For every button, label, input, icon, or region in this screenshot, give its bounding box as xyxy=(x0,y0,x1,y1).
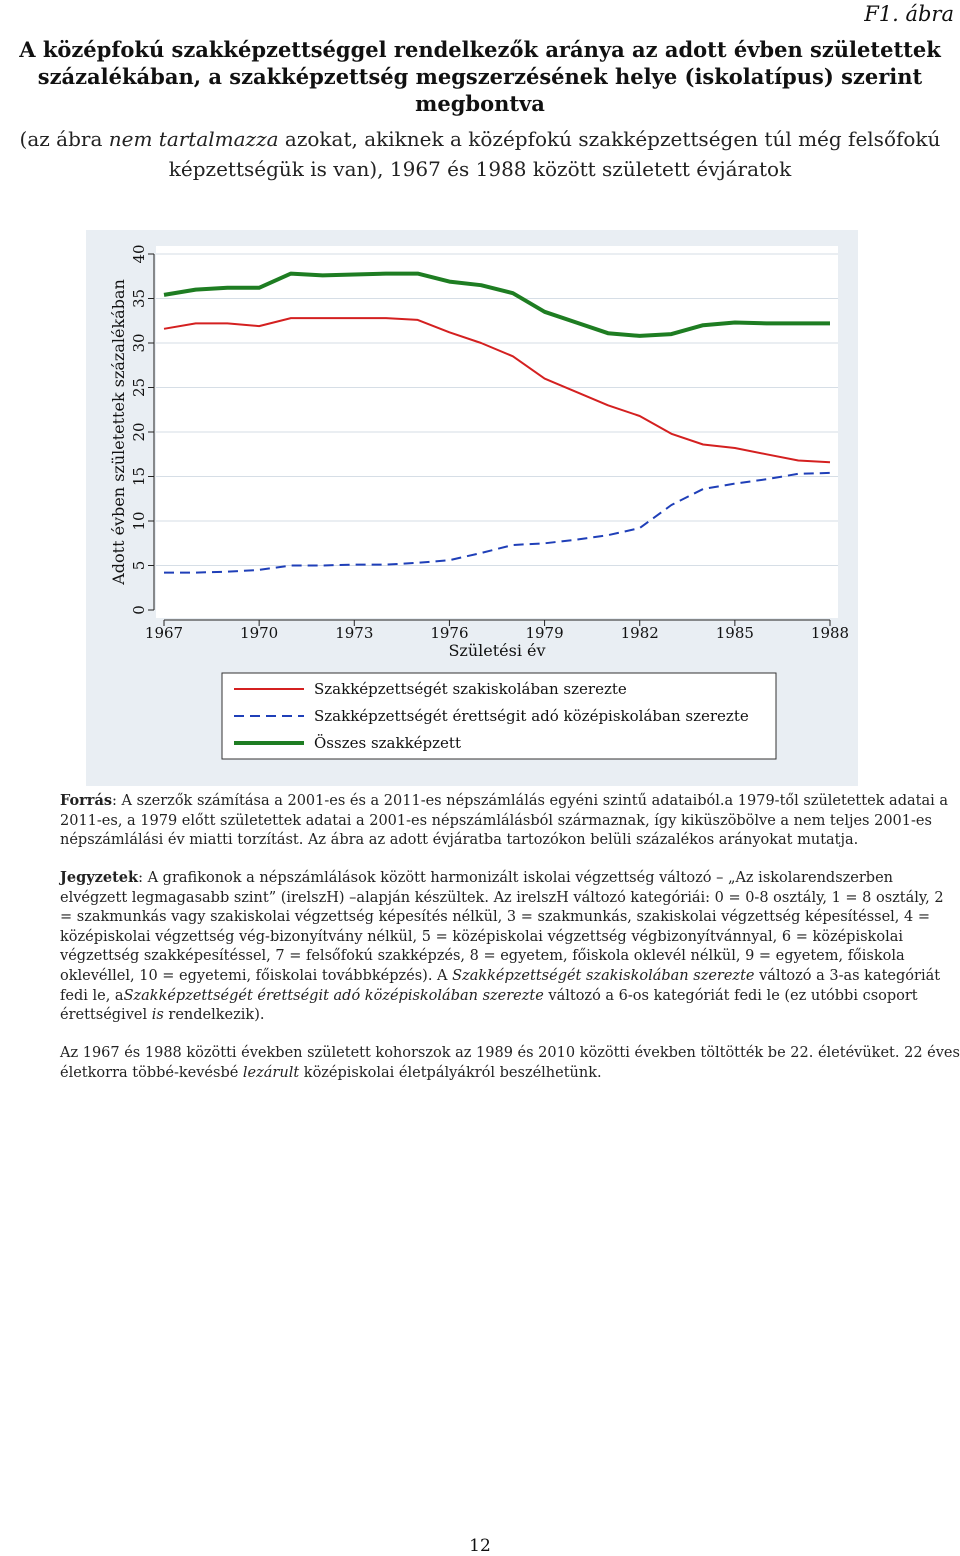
y-tick-label: 25 xyxy=(130,377,148,398)
notes-emphasis-3: is xyxy=(151,1007,164,1024)
line-chart xyxy=(86,230,858,786)
subtitle-part-2: azokat, akiknek a középfokú szakképzettségen túl még felsőfokú képzettségük is van), 1967 és 1988 között született évjáratok xyxy=(168,127,941,181)
y-tick-label: 40 xyxy=(130,244,148,264)
figure-subtitle xyxy=(0,124,960,184)
x-tick-label: 1976 xyxy=(430,624,469,642)
y-tick-label: 35 xyxy=(130,288,148,309)
y-tick-label: 15 xyxy=(130,466,148,487)
figure-title: A középfokú szakképzettséggel rendelkezők aránya az adott évben születettek százalékában, a szakképzettség megszerzésének helye (iskolatípus) szerint megbontva xyxy=(19,37,941,116)
notes-emphasis-2: Szakképzettségét érettségit adó középiskolában szerezte xyxy=(123,987,544,1004)
notes-text-3: változó a 6-os kategóriát fedi le (ez utóbbi csoport érettségivel xyxy=(60,987,918,1024)
legend-label-3: Összes szakképzett xyxy=(314,734,461,752)
notes-emphasis-1: Szakképzettségét szakiskolában szerezte xyxy=(452,967,755,984)
y-tick-label: 0 xyxy=(130,605,148,615)
subtitle-part-1: (az ábra xyxy=(19,127,109,151)
y-tick-label: 20 xyxy=(130,422,148,442)
chart-svg xyxy=(86,230,858,786)
notes-paragraph xyxy=(60,868,960,1026)
x-tick-label: 1967 xyxy=(144,624,184,642)
closing-text-1: Az 1967 és 1988 közötti években született kohorszok az 1989 és 2010 közötti években töltötték be 22. életévüket. 22 éves életkorra többé-kevésbé xyxy=(60,1045,960,1081)
source-note xyxy=(60,791,960,851)
legend-label-1: Szakképzettségét szakiskolában szerezte xyxy=(314,680,627,698)
x-tick-label: 1970 xyxy=(240,624,279,642)
closing-text-2: középiskolai életpályákról beszélhetünk. xyxy=(299,1064,602,1081)
notes-label: Jegyzetek xyxy=(60,869,139,886)
closing-paragraph xyxy=(60,1044,960,1083)
source-label: Forrás xyxy=(60,792,113,809)
x-tick-label: 1985 xyxy=(715,624,754,642)
x-tick-label: 1979 xyxy=(525,624,564,642)
y-axis-title: Adott évben születettek százalékában xyxy=(109,279,128,585)
notes-text-1: : A grafikonok a népszámlálások között harmonizált iskolai végzettség változó – „Az iskolarendszerben elvégzett legmagasabb szint” (irelszH) –alapján készültek. Az irelszH változó kategóriái: 0 = 0-8 osztály, 1 = 8 osztály, 2 = szakmunkás vagy szakiskolai végzettség képesítés nélkül, 3 = szakmunkás, szakiskolai végzettség képesítéssel, 4 = középiskolai végzettség vég-bizonyítvány nélkül, 5 = középiskolai végzettség végbizonyítvánnyal, 6 = középiskolai végzettség szakképesítéssel, 7 = felsőfokú szakképzés, 8 = egyetem, főiskola oklevél nélkül, 9 = egyetem, főiskola oklevéllel, 10 = egyetemi, főiskolai továbbképzés). A xyxy=(60,870,944,984)
legend-label-2: Szakképzettségét érettségit adó középiskolában szerezte xyxy=(314,707,749,725)
notes-text-4: rendelkezik). xyxy=(163,1007,265,1024)
y-tick-label: 5 xyxy=(130,560,148,571)
y-tick-label: 10 xyxy=(130,511,148,531)
closing-emphasis: lezárult xyxy=(242,1064,300,1081)
figure-label: F1. ábra xyxy=(864,2,954,26)
subtitle-emphasis: nem tartalmazza xyxy=(108,127,279,151)
y-tick-label: 30 xyxy=(130,333,148,353)
page-number: 12 xyxy=(469,1536,491,1556)
x-axis-title: Születési év xyxy=(448,641,546,660)
x-tick-label: 1982 xyxy=(620,624,659,642)
x-tick-label: 1973 xyxy=(335,624,374,642)
x-tick-label: 1988 xyxy=(810,624,850,642)
notes-text-2: változó a 3-as kategóriát fedi le, a xyxy=(60,967,941,1004)
source-text: : A szerzők számítása a 2001-es és a 2011-es népszámlálás egyéni szintű adataiból.a 1979-től születettek adatai a 2011-es, a 1979 előtt születettek adatai a 2001-es népszámlálásból származnak, így kiküszöbölve a nem teljes 2001-es népszámlálási év miatti torzítást. Az ábra az adott évjáratba tartozókon belüli százalékos arányokat mutatja. xyxy=(60,793,948,849)
